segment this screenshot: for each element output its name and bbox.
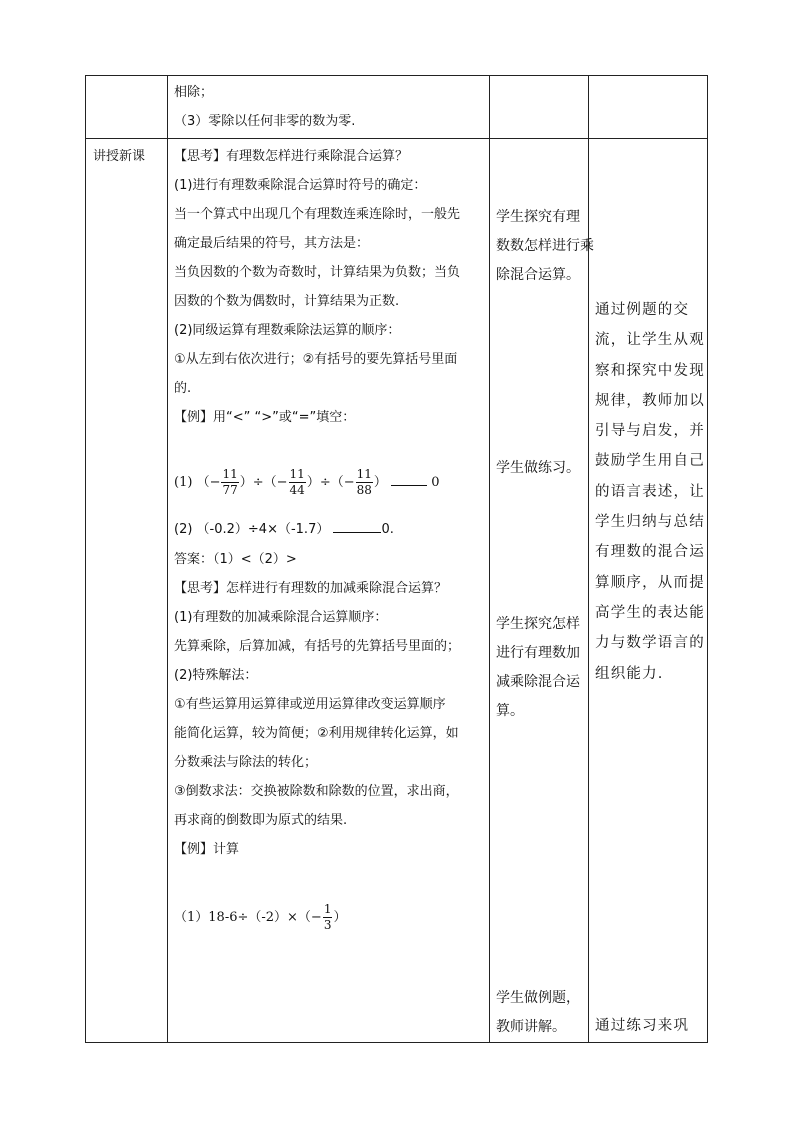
fraction-numerator: 11 <box>289 467 305 481</box>
table-border-right <box>707 75 708 1043</box>
text-line: 【思考】怎样进行有理数的加减乘除混合运算？ <box>174 581 448 596</box>
fraction-denominator: 88 <box>356 483 372 497</box>
table-border-top <box>85 75 708 76</box>
text-line: 的. <box>174 381 192 396</box>
text-line: 【例】计算 <box>174 842 240 857</box>
text-line: 确定最后结果的符号，其方法是： <box>174 236 370 251</box>
text-line: 通过例题的交 <box>595 302 690 318</box>
text-line: （3）零除以任何非零的数为零. <box>174 114 356 129</box>
text-line: 减乘除混合运 <box>496 674 580 690</box>
text-line: 能简化运算，较为简便；②利用规律转化运算，如 <box>174 726 459 741</box>
text-line: 算。 <box>496 703 524 719</box>
answer-line: 答案：（1）<（2）> <box>174 552 297 567</box>
text-line: (1)有理数的加减乘除混合运算顺序： <box>174 610 388 625</box>
paren-close: ） <box>373 475 387 490</box>
compare-value: 0 <box>431 475 440 490</box>
design-intent-1 <box>595 295 705 689</box>
table-row-divider <box>85 138 708 139</box>
text-line: 当一个算式中出现几个有理数连乘连除时，一般先 <box>174 207 461 222</box>
fraction-2 <box>289 467 306 498</box>
text-line: 引导与启发，并 <box>595 423 705 440</box>
paren-close: ） <box>333 910 347 925</box>
text-line: 通过练习来巩 <box>595 1018 690 1034</box>
text-line: 学生做练习。 <box>496 460 580 476</box>
text-line: 察和探究中发现 <box>595 362 705 379</box>
fraction-1 <box>221 467 238 498</box>
text-line: 力与数学语言的 <box>595 635 705 652</box>
example-text: （1）18-6÷（-2）×（− <box>174 910 322 925</box>
text-line: ③倒数求法：交换被除数和除数的位置，求出商， <box>174 784 459 799</box>
student-activity-4 <box>496 984 580 1042</box>
text-line: 相除； <box>174 85 214 100</box>
example-1-expression <box>174 463 439 503</box>
text-line: 规律，教师加以 <box>595 392 705 409</box>
fraction-numerator: 1 <box>323 902 332 916</box>
text-line: 学生探究有理 <box>496 209 580 225</box>
text-line: ①有些运算用运算律或逆用运算律改变运算顺序 <box>174 697 446 712</box>
fraction-denominator: 77 <box>222 483 238 497</box>
answer-blank <box>391 471 427 486</box>
text-line: 【例】用“<” “>”或“=”填空： <box>174 410 356 425</box>
text-line: 进行有理数加 <box>496 645 580 661</box>
teaching-content-2 <box>174 545 460 864</box>
text-line: 数数怎样进行乘 <box>496 238 594 254</box>
text-line: 学生探究怎样 <box>496 616 580 632</box>
compare-value: 0. <box>381 522 394 537</box>
fraction-3 <box>356 467 373 498</box>
fraction-denominator: 44 <box>289 483 305 497</box>
operator: ）÷（− <box>306 475 355 490</box>
text-line: 组织能力. <box>595 665 664 682</box>
fraction-numerator: 11 <box>222 467 238 481</box>
example-2-expression <box>174 515 394 544</box>
text-line: (2)同级运算有理数乘除法运算的顺序： <box>174 323 401 338</box>
section-label <box>93 142 145 171</box>
text-line: 有理数的混合运 <box>595 544 705 561</box>
table-border-bottom <box>85 1042 708 1043</box>
text-line: 教师讲解。 <box>496 1019 566 1035</box>
text-line: 学生做例题， <box>496 990 580 1006</box>
text-line: 再求商的倒数即为原式的结果. <box>174 813 348 828</box>
text-line: 算顺序，从而提 <box>595 574 705 591</box>
student-activity-1 <box>496 203 594 290</box>
example-index: (1) <box>174 475 193 490</box>
text-line: 的语言表述，让 <box>595 483 705 500</box>
text-line: 先算乘除，后算加减，有括号的先算括号里面的； <box>174 639 461 654</box>
table-divider-2 <box>489 75 490 1043</box>
fraction-denominator: 3 <box>323 918 332 932</box>
text-line: 除混合运算。 <box>496 267 580 283</box>
operator: ）÷（− <box>239 475 288 490</box>
design-intent-2 <box>595 1011 689 1041</box>
previous-row-content <box>174 78 355 136</box>
text-line: (2)特殊解法： <box>174 668 258 683</box>
text-line: 鼓励学生用自己 <box>595 453 705 470</box>
fraction-1 <box>323 902 333 933</box>
text-line: 学生归纳与总结 <box>595 514 705 531</box>
fraction-numerator: 11 <box>356 467 372 481</box>
paren-open: （− <box>196 475 221 490</box>
text-line: 【思考】有理数怎样进行乘除混合运算？ <box>174 149 409 164</box>
table-divider-1 <box>167 75 168 1043</box>
student-activity-3 <box>496 610 580 726</box>
teaching-content <box>174 142 460 432</box>
text-line: ①从左到右依次进行；②有括号的要先算括号里面 <box>174 352 458 367</box>
text-line: (1)进行有理数乘除混合运算时符号的确定： <box>174 178 427 193</box>
text-line: 分数乘法与除法的转化； <box>174 755 318 770</box>
section-title: 讲授新课 <box>93 149 146 164</box>
text-line: 流，让学生从观 <box>595 332 705 349</box>
student-activity-2 <box>496 454 580 483</box>
text-line: 因数的个数为偶数时，计算结果为正数. <box>174 294 400 309</box>
answer-blank <box>333 518 381 533</box>
text-line: 当负因数的个数为奇数时，计算结果为负数；当负 <box>174 265 461 280</box>
example-text: (2) （-0.2）÷4×（-1.7） <box>174 522 330 537</box>
table-border-left <box>85 75 86 1043</box>
example-3-expression <box>174 898 346 938</box>
text-line: 高学生的表达能 <box>595 604 705 621</box>
